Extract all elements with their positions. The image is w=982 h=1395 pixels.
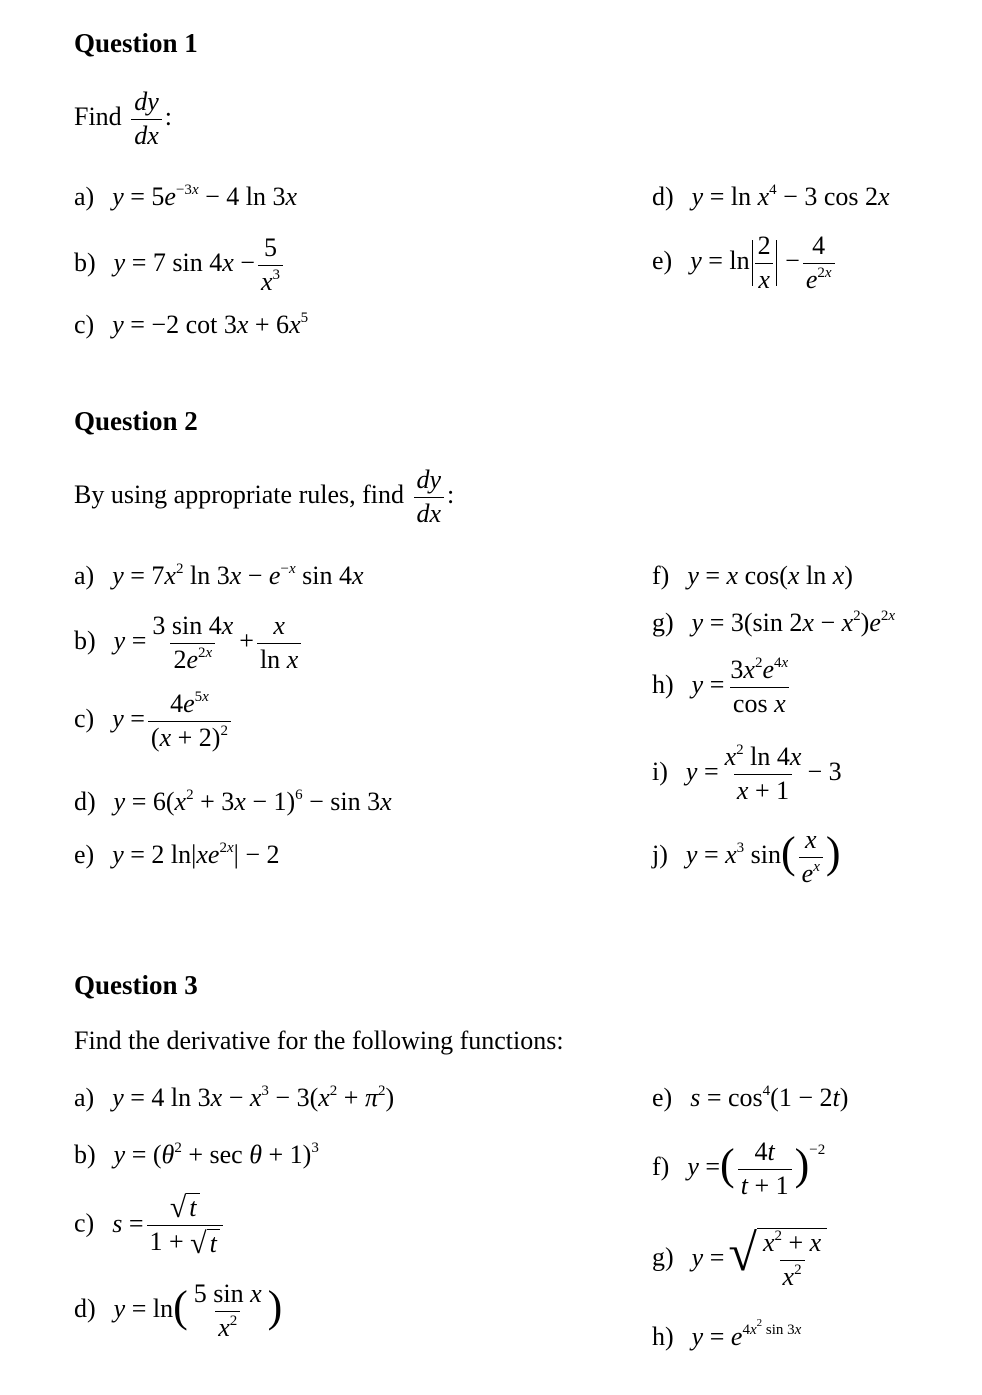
q3-item-a: a) y = 4 $\ln 3x - x^3 - 3(x^2 + \pi^2)$ [74, 1082, 395, 1112]
q2-item-d: d) $y = 6(x^2 + 3x - 1)^6 - \sin 3x$ [74, 786, 392, 816]
item-label: e) [652, 246, 673, 276]
q3-item-g: g) y = √ $\frac{x^2 + x}{x^2}$ [652, 1228, 827, 1291]
q2-item-f: f) y = x cos(x ln x) [652, 561, 853, 590]
q2-item-i: i) y = $\frac{x^2 \ln 4x}{x + 1}$ − 3 [652, 741, 842, 805]
q3-item-c: c) s = √ t 1 + √ t [74, 1192, 226, 1259]
q2-item-b: b) y = $\frac{3 \sin 4x}{2e^{2x}}$ + $\frac{x}{\text{ln x}}$ [74, 612, 304, 674]
q2-prompt [74, 466, 454, 528]
item-label: d) [74, 1294, 96, 1324]
item-label: e) [74, 840, 95, 869]
q3-item-f: f) y =( $\frac{4t}{t + 1}$ )$^{-2}$ [652, 1137, 826, 1200]
item-label: a) [74, 1083, 95, 1112]
item-label: b) [74, 626, 96, 656]
item-label: i) [652, 757, 668, 787]
item-label: d) [652, 182, 674, 211]
q1-item-d: d) $y = \ln x^4 - 3$ cos 2x [652, 181, 890, 211]
q3-item-b: b) $y = (\theta^2 + \sec \theta + 1)^3$ [74, 1139, 319, 1169]
item-label: h) [652, 670, 674, 700]
q2-item-h: h) y = $\frac{3x^2e^{4x}}{\text{cos x}}$ [652, 654, 789, 718]
q2-item-g: g) y = 3(sin $2x - x^2)e^{2x}$ [652, 607, 896, 637]
q2-dy: dy [416, 465, 442, 494]
q3-prompt: Find the derivative for the following functions: [74, 1026, 564, 1055]
q2-colon: : [447, 480, 455, 510]
item-label: f) [652, 561, 670, 590]
q3-heading: Question 3 [74, 970, 198, 1000]
item-label: a) [74, 182, 95, 211]
item-label: e) [652, 1083, 673, 1112]
q2-item-c: c) y = $\frac{4e^{5x}}{(x + 2)^2}$ [74, 690, 234, 752]
item-label: c) [74, 704, 95, 734]
item-label: f) [652, 1152, 670, 1182]
q2-dx: dx [414, 497, 445, 529]
q1-dx: dx [131, 119, 162, 151]
item-label: j) [652, 840, 668, 870]
item-label: g) [652, 1242, 674, 1272]
q1-prompt [74, 88, 172, 150]
q2-item-e: e) y = 2 $\ln|xe^{2x}| - 2$ [74, 839, 280, 869]
item-label: c) [74, 310, 95, 339]
q3-item-e: e) $s = \cos^4(1 - 2t)$ [652, 1082, 849, 1112]
q2-item-a: a) $y = 7x^2$ $\ln 3x - e^{-x}$ sin 4x [74, 560, 364, 590]
q1-prompt-word: Find [74, 102, 122, 132]
item-label: b) [74, 1140, 96, 1169]
q1-item-c: c) y = −2 $\cot 3x + 6x^5$ [74, 309, 309, 339]
item-label: d) [74, 787, 96, 816]
q1-item-b: b) y = 7 sin 4x − $\frac{5}{x^3}$ [74, 234, 286, 296]
q3-item-h: h) $y = e^{4x^2 sin 3x}$ [652, 1316, 802, 1351]
q1-item-a: a) $y = 5e^{-3x} - 4$ ln 3x [74, 181, 298, 211]
q1-dy: dy [134, 87, 159, 116]
q2-prompt-text: By using appropriate rules, find [74, 480, 404, 510]
q1-colon: : [164, 102, 172, 132]
q2-heading: Question 2 [74, 406, 198, 436]
item-label: h) [652, 1322, 674, 1351]
q1-item-e: e) y = ln $\frac{2}{x}$ − $\frac{4}{e^{2x}}$ [652, 232, 838, 294]
item-label: g) [652, 608, 674, 637]
item-label: b) [74, 248, 96, 278]
q2-item-j: j) $y = x^3$ sin( $\frac{x}{e^x}$ ) [652, 825, 841, 888]
item-label: c) [74, 1208, 95, 1238]
q3-item-d: d) y = ln( $\frac{\text{5 sin x}}{x^2}$ ) [74, 1279, 283, 1342]
item-label: a) [74, 561, 95, 590]
q1-heading: Question 1 [74, 28, 198, 58]
